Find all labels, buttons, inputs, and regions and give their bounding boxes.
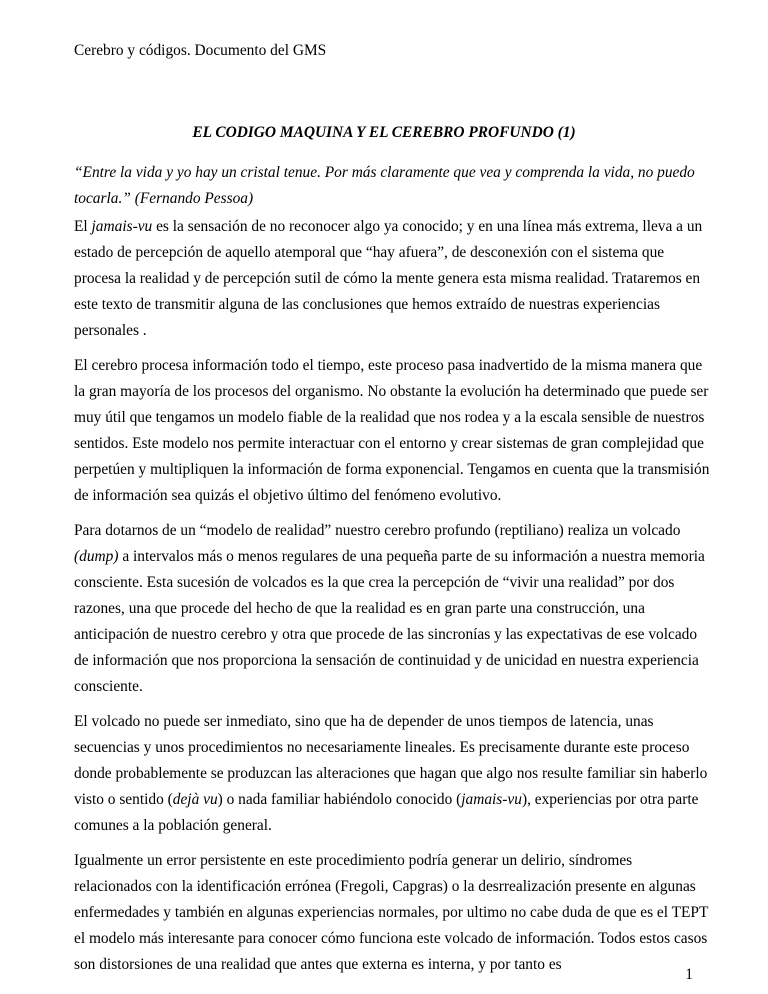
epigraph-quote: “Entre la vida y yo hay un cristal tenue. Por más claramente que vea y comprenda la vida, no puedo tocarla.” (Fernando Pessoa) [74,164,695,207]
running-header: Cerebro y códigos. Documento del GMS [74,42,327,59]
page-number: 1 [685,966,693,983]
paragraph-2: El cerebro procesa información todo el tiempo, este proceso pasa inadvertido de la misma manera que la gran mayoría de los procesos del organismo. No obstante la evolución ha determinado que puede ser muy útil que tengamos un modelo fiable de la realidad que nos rodea y a la escala sensible de nuestros sentidos. Este modelo nos permite interactuar con el entorno y crear sistemas de gran complejidad que perpetúen y multipliquen la información de forma exponencial. Tengamos en cuenta que la transmisión de información sea quizás el objetivo último del fenómeno evolutivo. [74,357,710,504]
term-jamais-vu-2: jamais-vu [461,791,522,808]
paragraph-3-text-b: a intervalos más o menos regulares de una pequeña parte de su información a nuestra memoria consciente. Esta sucesión de volcados es la que crea la percepción de “vivir una realidad” por dos razones, una que procede del hecho de que la realidad es en gran parte una construcción, una anticipación de nuestro cerebro y otra que procede de las sincronías y las expectativas de ese volcado de información que nos proporciona la sensación de continuidad y de unicidad en nuestra experiencia consciente. [74,548,705,695]
paragraph-4-text-a: El volcado no puede ser inmediato, sino que ha de depender de unos tiempos de latencia, unas secuencias y unos procedimientos no necesariamente lineales. Es precisamente durante este proceso donde probablemente se produzcan las alteraciones que hagan que algo nos resulte familiar sin haberlo visto o sentido ( [74,713,708,808]
term-dump: (dump) [74,548,119,565]
term-jamais-vu: jamais-vu [91,218,153,235]
paragraph-1-text: es la sensación de no reconocer algo ya conocido; y en una línea más extrema, lleva a un estado de percepción de aquello atemporal que “hay afuera”, de desconexión con el sistema que procesa la realidad y de percepción sutil de cómo la mente genera esta misma realidad. Trataremos en este texto de transmitir alguna de las conclusiones que hemos extraído de nuestras experiencias personales . [74,218,703,339]
paragraph-5: Igualmente un error persistente en este procedimiento podría generar un delirio, síndromes relacionados con la identificación errónea (Fregoli, Capgras) o la desrrealización presente en algunas enfermedades y también en algunas experiencias normales, por ultimo no cabe duda de que es el TEPT el modelo más interesante para conocer cómo funciona este volcado de información. Todos estos casos son distorsiones de una realidad que antes que externa es interna, y por tanto es [74,852,709,973]
paragraph-3 [74,518,710,700]
paragraph-4 [74,709,710,839]
term-deja-vu: dejà vu [172,791,218,808]
paragraph-4-text-b: ) o nada familiar habiéndolo conocido ( [217,791,462,808]
document-body [74,160,710,987]
paragraph-3-text-a: Para dotarnos de un “modelo de realidad” nuestro cerebro profundo (reptiliano) realiza un volcado [74,522,681,539]
document-title: EL CODIGO MAQUINA Y EL CEREBRO PROFUNDO (1) [192,124,576,141]
paragraph-1: El jamais-vu es la sensación de no reconocer algo ya conocido; y en una línea más extrema, lleva a un estado de percepción de aquello atemporal que “hay afuera”, de desconexión con el sistema que procesa la realidad y de percepción sutil de cómo la mente genera esta misma realidad. Trataremos en este texto de transmitir alguna de las conclusiones que hemos extraído de nuestras experiencias personales . [74,218,703,339]
paragraph-4-text-c: ), experiencias por otra parte comunes a la población general. [74,791,699,834]
